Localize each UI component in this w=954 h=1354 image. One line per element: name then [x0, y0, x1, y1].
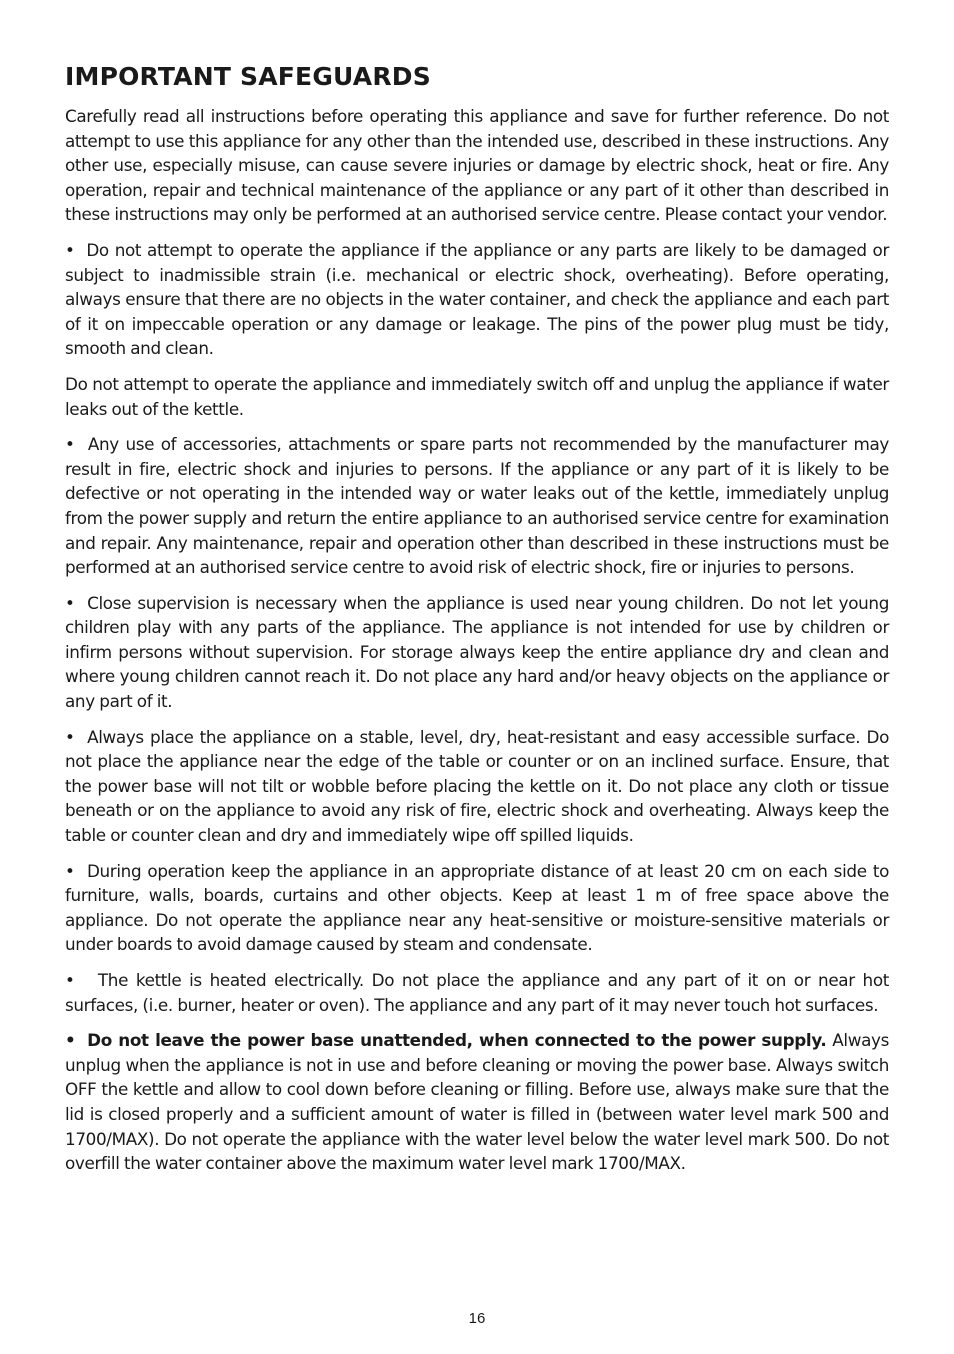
safeguard-text: Close supervision is necessary when the appliance is used near young children. Do not let young children play with any parts of the appliance. The appliance is not intended for use by children or infirm persons without supervision. For storage always keep the entire appliance dry and clean and where young children cannot reach it. Do not place any hard and/or heavy objects on the appliance or any part of it.: [65, 592, 889, 712]
safeguard-text: Any use of accessories, attachments or spare parts not recommended by the manufacturer may result in fire, electric shock and injuries to persons. If the appliance or any part of it is likely to be defective or not operating in the intended way or water leaks out of the kettle, immediately unplug from the power supply and return the entire appliance to an authorised service centre for examination and repair. Any maintenance, repair and operation other than described in these instructions must be performed at an authorised service centre to avoid risk of electric shock, fire or injuries to persons.: [65, 434, 890, 578]
safeguard-item: [65, 859, 889, 957]
safeguard-item: [65, 725, 889, 848]
bullet-icon: •: [65, 434, 75, 455]
bullet-icon: •: [65, 860, 75, 881]
safeguard-item: [65, 591, 889, 714]
safeguard-paragraph: Do not attempt to operate the appliance and immediately switch off and unplug the appliance if water leaks out of the kettle.: [65, 373, 889, 419]
safeguard-item: [65, 238, 889, 361]
page-number: 16: [468, 1310, 486, 1327]
intro-paragraph: Carefully read all instructions before operating this appliance and save for further reference. Do not attempt to use this appliance for any other than the intended use, described in these instructions. Any other use, especially misuse, can cause severe injuries or damage by electric shock, heat or fire. Any operation, repair and technical maintenance of the appliance or any part of it other than described in these instructions may only be performed at an authorised service centre. Please contact your vendor.: [65, 106, 889, 225]
bullet-icon: •: [65, 239, 75, 260]
safeguard-text: Always unplug when the appliance is not in use and before cleaning or moving the power base. Always switch OFF the kettle and allow to cool down before cleaning or filling. Before use, always make sure that the lid is closed properly and a sufficient amount of water is filled in (between water level mark 500 and 1700/MAX). Do not operate the appliance with the water level below the water level mark 500. Do not overfill the water container above the maximum water level mark 1700/MAX.: [65, 1030, 890, 1174]
safeguard-text: The kettle is heated electrically. Do not place the appliance and any part of it on or near hot surfaces, (i.e. burner, heater or oven). The appliance and any part of it may never touch hot surfaces.: [65, 970, 889, 1015]
safeguard-text: Always place the appliance on a stable, level, dry, heat-resistant and easy accessible surface. Do not place the appliance near the edge of the table or counter or on an inclined surface. Ensure, that the power base will not tilt or wobble before placing the kettle on it. Do not place any cloth or tissue beneath or on the appliance to avoid any risk of fire, electric shock and overheating. Always keep the table or counter clean and dry and immediately wipe off spilled liquids.: [65, 726, 890, 846]
bullet-icon: •: [65, 592, 75, 613]
bullet-icon: •: [65, 970, 75, 990]
safeguard-item: [65, 1028, 889, 1176]
document-page: [65, 60, 889, 1187]
safeguard-item: [65, 432, 889, 580]
bullet-icon: •: [65, 1030, 76, 1051]
page-title: IMPORTANT SAFEGUARDS: [65, 62, 431, 91]
safeguard-text: Do not attempt to operate the appliance if the appliance or any parts are likely to be damaged or subject to inadmissible strain (i.e. mechanical or electric shock, overheating). Before operating, always ensure that there are no objects in the water container, and check the appliance and each part of it on impeccable operation or any damage or leakage. The pins of the power plug must be tidy, smooth and clean.: [65, 239, 889, 359]
bullet-icon: •: [65, 726, 75, 747]
safeguard-text: During operation keep the appliance in an appropriate distance of at least 20 cm on each side to furniture, walls, boards, curtains and other objects. Keep at least 1 m of free space above the appliance. Do not operate the appliance near any heat-sensitive or moisture-sensitive materials or under boards to avoid damage caused by steam and condensate.: [65, 860, 889, 955]
safeguard-warning: Do not leave the power base unattended, when connected to the power supply.: [87, 1030, 827, 1051]
safeguard-item: [65, 968, 889, 1017]
